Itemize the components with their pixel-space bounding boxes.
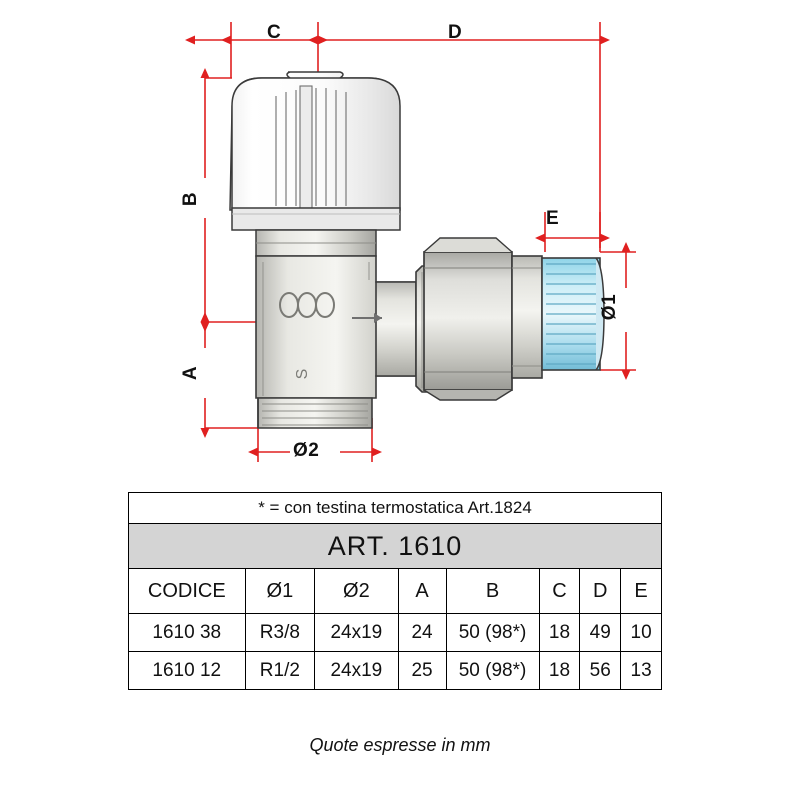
units-caption: Quote espresse in mm — [309, 735, 491, 755]
column-header-b: B — [446, 569, 539, 614]
cell-diameter-2: 24x19 — [315, 652, 398, 690]
dimension-label-C: C — [267, 22, 282, 43]
cell-diameter-1: R1/2 — [245, 652, 315, 690]
dimension-label-B: B — [180, 191, 201, 207]
table-row — [129, 652, 662, 690]
article-number: ART. 1610 — [129, 524, 662, 569]
cell-b: 50 (98*) — [446, 652, 539, 690]
cell-d: 49 — [580, 614, 621, 652]
cell-c: 18 — [539, 652, 580, 690]
dimension-label-diameter-2: Ø2 — [293, 440, 320, 461]
cell-d: 56 — [580, 652, 621, 690]
column-header-a: A — [398, 569, 446, 614]
cell-a: 25 — [398, 652, 446, 690]
cell-diameter-1: R3/8 — [245, 614, 315, 652]
cell-e: 13 — [621, 652, 662, 690]
cell-codice: 1610 12 — [129, 652, 246, 690]
table-note-row — [129, 493, 662, 524]
svg-text:S: S — [294, 368, 311, 380]
column-header-e: E — [621, 569, 662, 614]
table-header-row — [129, 569, 662, 614]
dimension-label-E: E — [546, 208, 560, 229]
dimension-label-D: D — [448, 22, 463, 43]
cell-e: 10 — [621, 614, 662, 652]
cell-codice: 1610 38 — [129, 614, 246, 652]
column-header-codice: CODICE — [129, 569, 246, 614]
dimension-label-A: A — [180, 365, 201, 381]
cell-c: 18 — [539, 614, 580, 652]
table-row — [129, 614, 662, 652]
dimension-label-diameter-1: Ø1 — [599, 293, 620, 321]
specification-table-wrapper — [128, 492, 662, 690]
column-header-diameter-2: Ø2 — [315, 569, 398, 614]
column-header-c: C — [539, 569, 580, 614]
column-header-diameter-1: Ø1 — [245, 569, 315, 614]
thermostatic-head-note: * = con testina termostatica Art.1824 — [129, 493, 662, 524]
cell-b: 50 (98*) — [446, 614, 539, 652]
cell-diameter-2: 24x19 — [315, 614, 398, 652]
table-article-row — [129, 524, 662, 569]
column-header-d: D — [580, 569, 621, 614]
cell-a: 24 — [398, 614, 446, 652]
specification-table — [128, 492, 662, 690]
